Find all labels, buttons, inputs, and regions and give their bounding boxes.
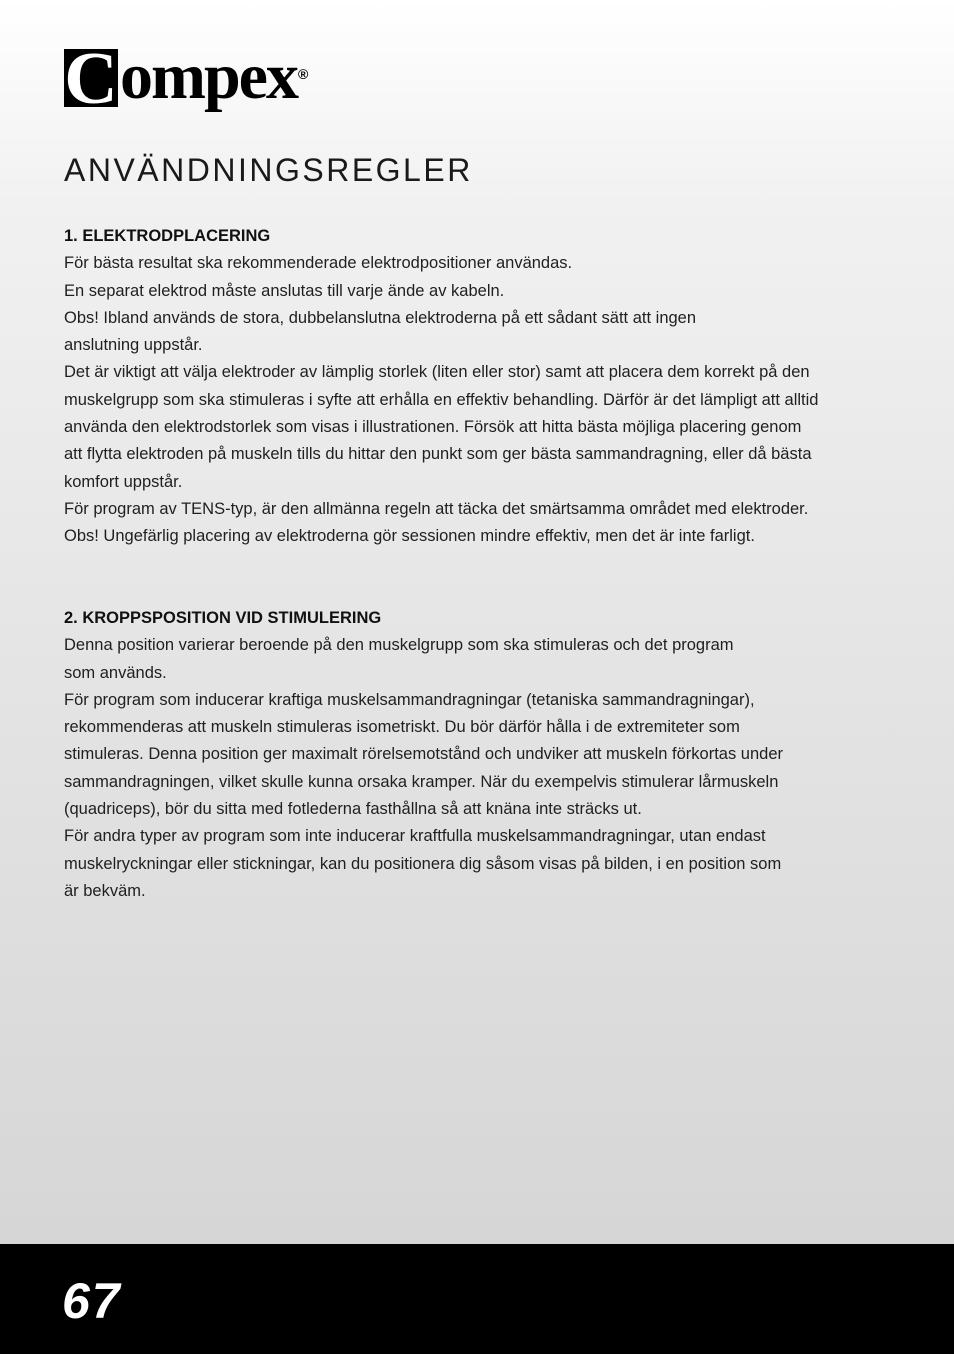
paragraph-line: För bästa resultat ska rekommenderade elektrodpositioner användas. xyxy=(64,254,573,273)
registered-mark: ® xyxy=(297,66,309,82)
compex-logo xyxy=(64,40,309,120)
paragraph-line: anslutning uppstår. xyxy=(64,336,203,355)
paragraph-line: som används. xyxy=(64,663,167,682)
logo-wordmark: ompex xyxy=(120,40,297,113)
paragraph-line: att flytta elektroden på muskeln tills du hittar den punkt som ger bästa sammandragning, eller då bästa xyxy=(64,445,812,464)
section-body xyxy=(64,632,884,905)
section-electrode-placement xyxy=(64,223,884,551)
logo-c-box xyxy=(64,49,118,107)
paragraph-line: För program av TENS-typ, är den allmänna regeln att täcka det smärtsamma området med elektroder. xyxy=(64,499,809,518)
paragraph-line: En separat elektrod måste anslutas till varje ände av kabeln. xyxy=(64,281,505,300)
logo-initial: C xyxy=(64,49,118,107)
paragraph-line: är bekväm. xyxy=(64,881,146,900)
paragraph-line: Obs! Ibland används de stora, dubbelanslutna elektroderna på ett sådant sätt att ingen xyxy=(64,308,697,327)
paragraph-line: sammandragningen, vilket skulle kunna orsaka kramper. När du exempelvis stimulerar lårmuskeln xyxy=(64,772,779,791)
paragraph-line: komfort uppstår. xyxy=(64,472,183,491)
page-number: 67 xyxy=(62,1273,122,1329)
section-heading: 1. ELEKTRODPLACERING xyxy=(64,227,271,245)
paragraph-line: (quadriceps), bör du sitta med fotlederna fasthållna så att knäna inte sträcks ut. xyxy=(64,800,642,819)
paragraph-line: rekommenderas att muskeln stimuleras isometriskt. Du bör därför hålla i de extremiteter som xyxy=(64,718,740,737)
page-title: ANVÄNDNINGSREGLER xyxy=(64,152,473,188)
paragraph-line: Det är viktigt att välja elektroder av lämplig storlek (liten eller stor) samt att placera dem korrekt på den xyxy=(64,363,810,382)
paragraph-line: Obs! Ungefärlig placering av elektroderna gör sessionen mindre effektiv, men det är inte farligt. xyxy=(64,527,755,546)
paragraph-line: För program som inducerar kraftiga muskelsammandragningar (tetaniska sammandragningar), xyxy=(64,690,755,709)
section-body xyxy=(64,250,884,550)
section-body-position xyxy=(64,605,884,905)
paragraph-line: använda den elektrodstorlek som visas i illustrationen. Försök att hitta bästa möjliga placering genom xyxy=(64,418,802,437)
paragraph-line: stimuleras. Denna position ger maximalt rörelsemotstånd och undviker att muskeln förkortas under xyxy=(64,745,783,764)
paragraph-line: För andra typer av program som inte inducerar kraftfulla muskelsammandragningar, utan endast xyxy=(64,827,766,846)
paragraph-line: muskelgrupp som ska stimuleras i syfte att erhålla en effektiv behandling. Därför är det lämpligt att alltid xyxy=(64,390,819,409)
section-heading: 2. KROPPSPOSITION VID STIMULERING xyxy=(64,609,382,627)
paragraph-line: muskelryckningar eller stickningar, kan du positionera dig såsom visas på bilden, i en position som xyxy=(64,854,782,873)
paragraph-line: Denna position varierar beroende på den muskelgrupp som ska stimuleras och det program xyxy=(64,636,734,655)
footer-bar xyxy=(0,1244,954,1354)
